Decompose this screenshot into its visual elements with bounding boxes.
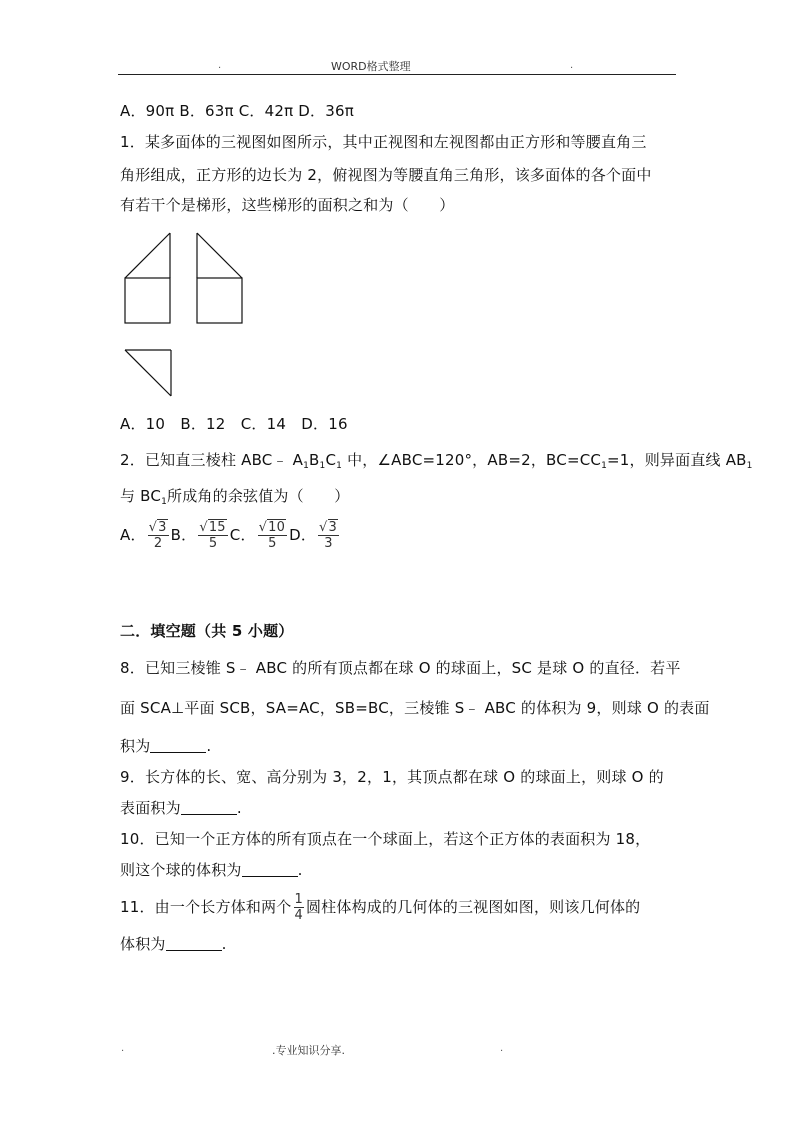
q2-line1 bbox=[120, 450, 753, 470]
q2-sub: 1 bbox=[601, 461, 608, 471]
q10-line2 bbox=[120, 860, 303, 880]
denominator: 4 bbox=[294, 907, 303, 923]
period: . bbox=[236, 799, 242, 817]
q2-sub: 1 bbox=[161, 497, 168, 507]
period: . bbox=[297, 861, 303, 879]
q11-line2 bbox=[120, 934, 227, 954]
denominator: 3 bbox=[324, 535, 333, 551]
side-view-square bbox=[197, 278, 242, 323]
front-view-hyp bbox=[125, 233, 170, 278]
answer-blank[interactable] bbox=[166, 936, 222, 951]
denominator: 5 bbox=[208, 535, 218, 551]
q2-opt-a-fraction: $\frac{√3}{2}$ bbox=[148, 519, 167, 551]
q11-text-b: 圆柱体构成的几何体的三视图如图，则该几何体的 bbox=[305, 898, 641, 916]
footer-dot-left: . bbox=[121, 1043, 125, 1054]
q2-opt-c-label: C． bbox=[229, 526, 256, 544]
q2-text-e: =1，则异面直线 AB bbox=[607, 451, 747, 469]
front-view-square bbox=[125, 278, 170, 323]
q2-opt-d-fraction: $\frac{√3}{3}$ bbox=[319, 519, 338, 551]
q2-sub: 1 bbox=[303, 461, 310, 471]
denominator: 5 bbox=[268, 535, 277, 551]
q8-line2: 面 SCA⊥平面 SCB，SA=AC，SB=BC，三棱锥 S﹣ ABC 的体积为 9，则球 O 的表面 bbox=[120, 699, 710, 717]
radicand: 3 bbox=[328, 519, 338, 535]
q8-line1: 8．已知三棱锥 S﹣ ABC 的所有顶点都在球 O 的球面上，SC 是球 O 的直径．若平 bbox=[120, 659, 681, 677]
answer-blank[interactable] bbox=[150, 738, 206, 753]
q8-line3-text: 积为 bbox=[120, 737, 151, 755]
top-view-hyp bbox=[125, 350, 171, 396]
numerator: 1 bbox=[294, 891, 303, 907]
radicand: 10 bbox=[268, 519, 286, 535]
q2-opt-a-label: A． bbox=[120, 526, 146, 544]
three-view-figure bbox=[118, 228, 258, 403]
q2-line2 bbox=[120, 486, 349, 506]
q9-line2 bbox=[120, 798, 242, 818]
footer-text: .专业知识分享. bbox=[272, 1044, 345, 1057]
q10-line2-text: 则这个球的体积为 bbox=[120, 861, 242, 879]
q2-sub: 1 bbox=[336, 461, 343, 471]
options-top: A．90π B．63π C．42π D．36π bbox=[120, 102, 354, 120]
q2-text-g: 所成角的余弦值为（ ） bbox=[167, 487, 350, 505]
q1-options: A．10 B．12 C．14 D．16 bbox=[120, 415, 348, 433]
q11-line2-text: 体积为 bbox=[120, 935, 166, 953]
section-title: 二．填空题（共 5 小题） bbox=[120, 622, 294, 640]
header-dot-left: . bbox=[218, 60, 222, 71]
answer-blank[interactable] bbox=[242, 862, 298, 877]
q2-text-d: 中，∠ABC=120°，AB=2，BC=CC bbox=[342, 451, 602, 469]
q1-line2: 角形组成，正方形的边长为 2，俯视图为等腰直角三角形，该多面体的各个面中 bbox=[120, 166, 652, 184]
period: . bbox=[221, 935, 227, 953]
header-rule bbox=[118, 74, 676, 75]
q2-sub: 1 bbox=[746, 461, 753, 471]
q1-line1: 1．某多面体的三视图如图所示，其中正视图和左视图都由正方形和等腰直角三 bbox=[120, 133, 647, 151]
q1-line3: 有若干个是梯形，这些梯形的面积之和为（ ） bbox=[120, 196, 455, 214]
q10-line1: 10．已知一个正方体的所有顶点在一个球面上，若这个正方体的表面积为 18， bbox=[120, 830, 651, 848]
q2-opt-b-fraction: $\frac{√15}{5}$ bbox=[199, 519, 226, 551]
footer-dot-right: . bbox=[500, 1043, 504, 1054]
q11-fraction bbox=[294, 892, 304, 923]
period: . bbox=[206, 737, 212, 755]
q2-opt-d-label: D． bbox=[289, 526, 317, 544]
q2-options bbox=[120, 515, 341, 555]
side-view-hyp bbox=[197, 233, 242, 278]
q2-text-b: B bbox=[309, 451, 320, 469]
q2-text-a: 2．已知直三棱柱 ABC﹣ A bbox=[120, 451, 304, 469]
answer-blank[interactable] bbox=[181, 800, 237, 815]
header-title: WORD格式整理 bbox=[331, 60, 411, 73]
q2-text-f: 与 BC bbox=[120, 487, 162, 505]
header-dot-right: . bbox=[570, 60, 574, 71]
q11-text-a: 11．由一个长方体和两个 bbox=[120, 898, 292, 916]
q2-sub: 1 bbox=[319, 461, 326, 471]
radicand: 15 bbox=[208, 519, 226, 535]
q2-text-c: C bbox=[325, 451, 337, 469]
denominator: 2 bbox=[153, 535, 163, 551]
q8-line3 bbox=[120, 736, 211, 756]
q11-line1 bbox=[120, 890, 640, 924]
q9-line2-text: 表面积为 bbox=[120, 799, 181, 817]
radicand: 3 bbox=[158, 519, 167, 535]
q2-opt-c-fraction: $\frac{√10}{5}$ bbox=[258, 519, 286, 551]
q2-opt-b-label: B． bbox=[170, 526, 197, 544]
q9-line1: 9．长方体的长、宽、高分别为 3，2，1，其顶点都在球 O 的球面上，则球 O 的 bbox=[120, 768, 664, 786]
